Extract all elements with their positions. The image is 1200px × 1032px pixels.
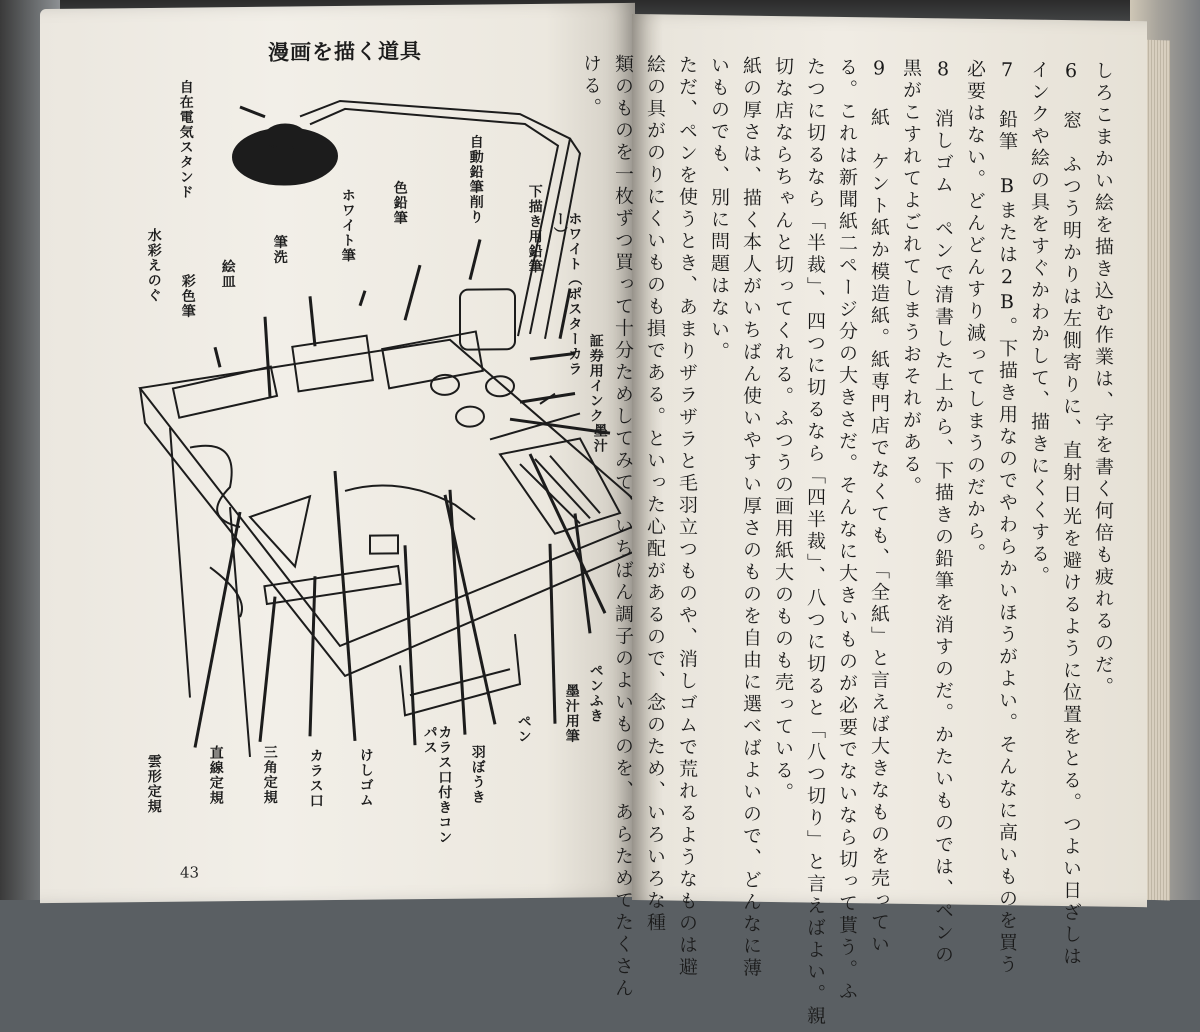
text-column: 9 紙 ケント紙か模造紙。紙専門店でなくても、「全紙」と言えば大きなものを売ってい xyxy=(868,57,890,957)
text-column: 8 消しゴム ペンで清書した上から、下描きの鉛筆を消すのだ。かたいものでは、ペンの xyxy=(932,58,954,967)
label-color-brush: 彩色筆 xyxy=(179,273,196,319)
label-eraser: けしゴム xyxy=(357,747,374,808)
label-sketch-pencil: 下描き用鉛筆 xyxy=(526,183,543,275)
text-column: 7 鉛筆 Bまたは2B。下描き用なのでやわらかいほうがよい。そんなに高いものを買う xyxy=(996,59,1018,977)
label-pen-wiper: ペンふき xyxy=(587,663,604,724)
text-column: たつに切るなら「半裁」、四つに切るなら「四半裁」、八つに切ると「八つ切り」と言えばよい。親 xyxy=(804,56,826,1028)
label-watercolor: 水彩えのぐ xyxy=(145,227,162,304)
body-text xyxy=(575,53,1119,1028)
label-desk-lamp: 自在電気スタンド xyxy=(177,79,194,200)
page-number: 43 xyxy=(180,863,200,882)
label-ink-brush: 墨汁用筆 xyxy=(563,683,580,744)
text-column: ただ、ペンを使うとき、あまりザラザラと毛羽立つものや、消しゴムで荒れるようなものは避 xyxy=(676,54,698,979)
text-column: インクや絵の具をすぐかわかして、描きにくくする。 xyxy=(1028,59,1050,588)
label-triangle-ruler: 三角定規 xyxy=(261,744,278,805)
text-column: る。これは新聞紙二ページ分の大きさだ。そんなに大きいものが必要でないなら切って貰う。ふ xyxy=(836,56,858,1004)
label-colored-pencil: 色鉛筆 xyxy=(391,180,408,226)
text-column: いものでも、別に問題はない。 xyxy=(708,55,730,364)
text-column: 6 窓 ふつう明かりは左側寄りに、直射日光を避けるように位置をとる。つよい日ざしは xyxy=(1060,59,1082,969)
label-straight-ruler: 直線定規 xyxy=(207,745,224,806)
label-cloud-ruler: 雲形定規 xyxy=(145,753,162,815)
left-page xyxy=(40,3,635,903)
label-pencil-sharpener: 自動鉛筆削り xyxy=(467,134,484,225)
label-securities-ink: 証券用インク xyxy=(587,333,604,424)
label-ruling-pen: カラス口 xyxy=(307,748,324,809)
label-brush-washer: 筆洗 xyxy=(271,234,288,265)
text-column: 黒がこすれてよごれてしまうおそれがある。 xyxy=(900,57,922,499)
label-paint-plate: 絵皿 xyxy=(219,259,236,290)
text-column: 切な店ならちゃんと切ってくれる。ふつうの画用紙大のものも売っている。 xyxy=(772,55,794,805)
text-column: ける。 xyxy=(580,53,602,120)
text-column: 紙の厚さは、描く本人がいちばん使いやすい厚さのものを自由に選べばよいので、どんなに薄 xyxy=(740,55,762,980)
label-sumi-ink: 墨汁 xyxy=(591,423,608,454)
text-column: 類のものを一枚ずつ買って十分ためしてみて、いちばん調子のよいものを、あらためてたくさん xyxy=(612,53,634,1001)
label-compass: カラス口付きコンパス xyxy=(421,724,453,845)
label-white-poster-color: ホワイト（ポスターカラー） xyxy=(551,211,583,377)
label-pen: ペン xyxy=(515,713,532,745)
label-feather-broom: 羽ぼうき xyxy=(469,744,486,805)
text-column: 絵の具がのりにくいものも損である。といった心配があるので、念のため、いろいろな種 xyxy=(644,54,666,935)
figure-title: 漫画を描く道具 xyxy=(268,39,422,65)
text-column: しろこまかい絵を描き込む作業は、字を書く何倍も疲れるのだ。 xyxy=(1092,60,1114,699)
label-white-brush: ホワイト筆 xyxy=(339,187,356,263)
text-column: 必要はない。どんどんすり減ってしまうのだから。 xyxy=(964,58,986,565)
